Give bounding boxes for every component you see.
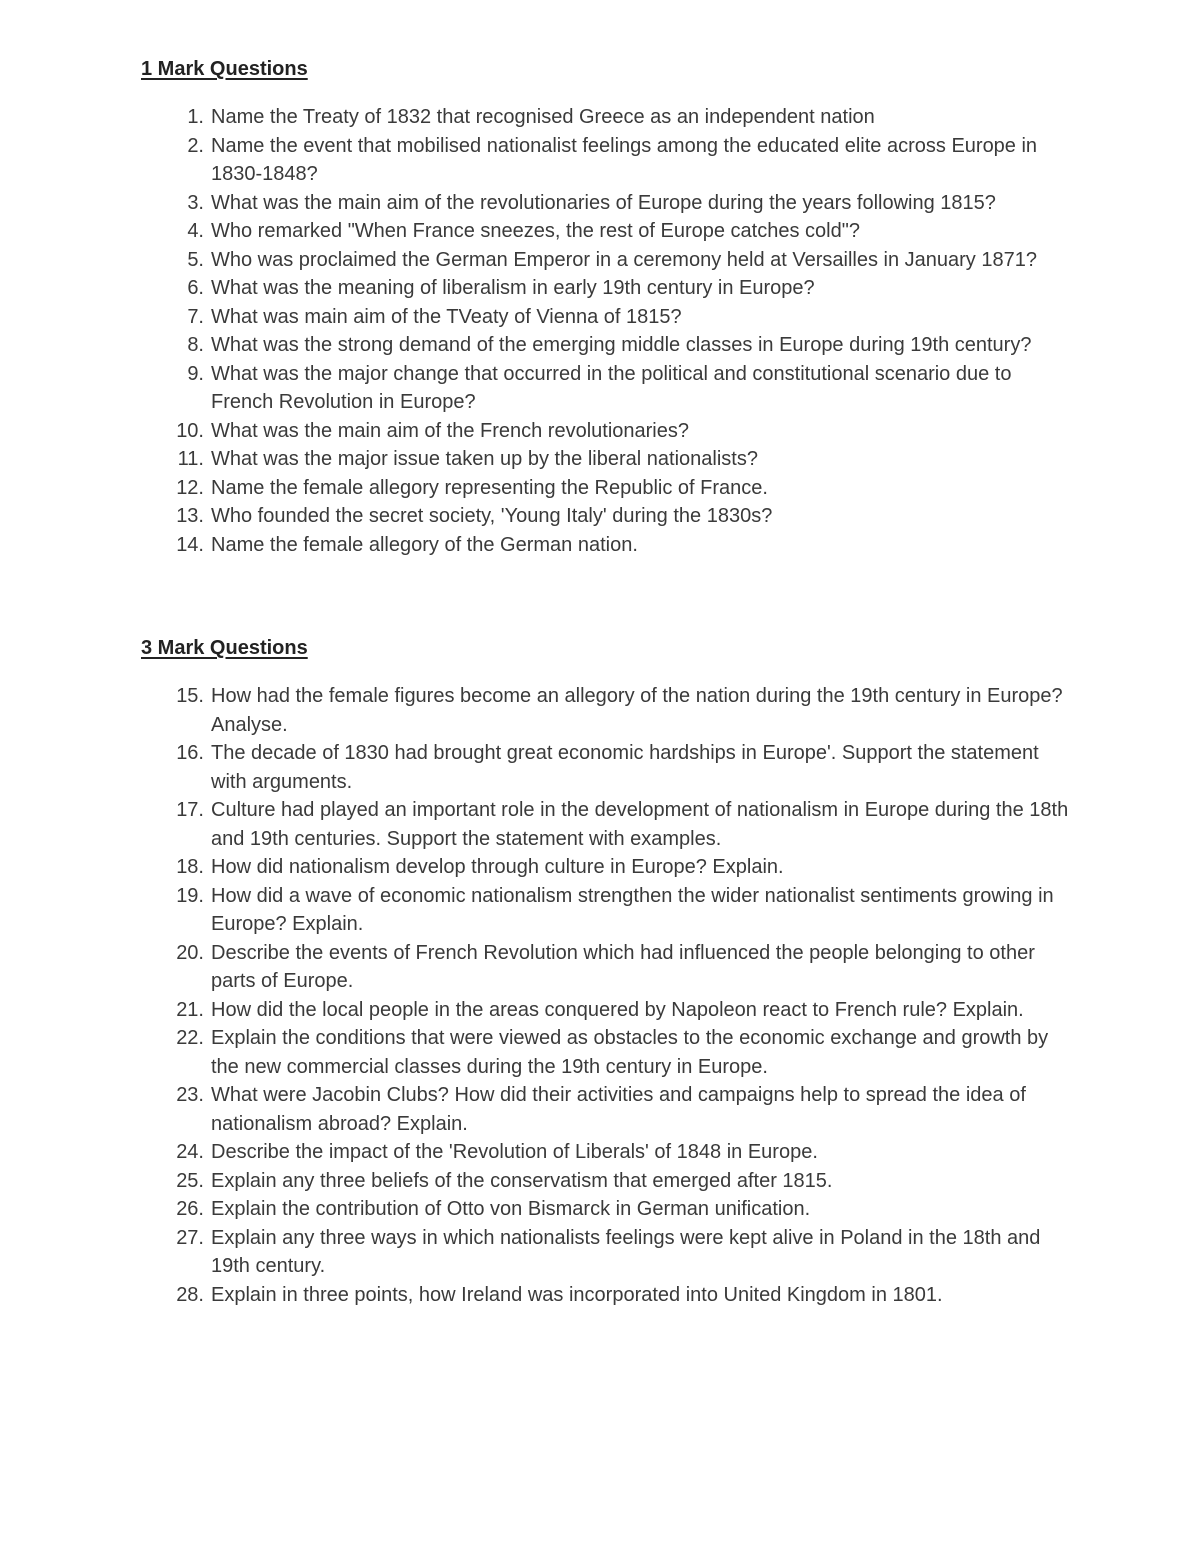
question-item	[0, 417, 1200, 446]
question-number: 13.	[176, 505, 204, 527]
question-item	[0, 882, 1200, 939]
question-number: 18.	[176, 856, 204, 878]
question-text: How did nationalism develop through culture in Europe? Explain.	[211, 856, 784, 878]
question-number: 11.	[177, 448, 204, 470]
question-text: Culture had played an important role in the development of nationalism in Europe during the 18th and 19th centuries. Support the statement with examples.	[211, 799, 1069, 850]
question-item	[0, 445, 1200, 474]
question-item	[0, 303, 1200, 332]
question-item	[0, 132, 1200, 189]
question-number: 3.	[187, 191, 204, 214]
question-item	[0, 189, 1200, 218]
question-item	[0, 1224, 1200, 1281]
question-text: What was the main aim of the French revolutionaries?	[211, 419, 689, 442]
question-text: Name the female allegory of the German nation.	[211, 533, 638, 556]
question-item	[0, 1195, 1200, 1224]
question-item	[0, 217, 1200, 246]
question-number: 16.	[176, 742, 204, 764]
question-text: How had the female figures become an allegory of the nation during the 19th century in Europe? Analyse.	[211, 685, 1063, 736]
question-number: 24.	[176, 1141, 204, 1163]
question-number: 23.	[176, 1084, 204, 1106]
question-text: What was the major change that occurred in the political and constitutional scenario due to French Revolution in Europe?	[211, 362, 1012, 413]
question-list-3-mark	[0, 682, 1200, 1309]
question-number: 5.	[187, 248, 204, 271]
question-item	[0, 796, 1200, 853]
question-number: 14.	[176, 533, 204, 556]
question-item	[0, 531, 1200, 560]
question-item	[0, 103, 1200, 132]
question-item	[0, 996, 1200, 1025]
question-number: 28.	[176, 1283, 204, 1306]
question-text: What was main aim of the TVeaty of Vienna of 1815?	[211, 305, 682, 328]
question-text: Name the event that mobilised nationalist feelings among the educated elite across Europe in 1830-1848?	[211, 134, 1038, 185]
question-text: Explain any three ways in which nationalists feelings were kept alive in Poland in the 18th and 19th century.	[211, 1226, 1041, 1277]
question-item	[0, 1138, 1200, 1167]
question-text: Explain any three beliefs of the conservatism that emerged after 1815.	[211, 1169, 833, 1192]
question-item	[0, 1167, 1200, 1196]
question-text: Name the Treaty of 1832 that recognised Greece as an independent nation	[211, 106, 875, 128]
question-number: 25.	[176, 1169, 204, 1192]
question-number: 6.	[187, 277, 204, 299]
question-text: Describe the events of French Revolution which had influenced the people belonging to other parts of Europe.	[211, 941, 1035, 992]
question-number: 20.	[176, 941, 204, 964]
question-number: 2.	[187, 134, 204, 157]
question-item	[0, 331, 1200, 360]
question-text: How did the local people in the areas conquered by Napoleon react to French rule? Explain.	[211, 998, 1024, 1021]
question-item	[0, 1281, 1200, 1310]
question-text: Who was proclaimed the German Emperor in a ceremony held at Versailles in January 1871?	[211, 248, 1037, 271]
question-item	[0, 360, 1200, 417]
question-text: The decade of 1830 had brought great economic hardships in Europe'. Support the statement with arguments.	[211, 742, 1039, 793]
question-text: What was the strong demand of the emerging middle classes in Europe during 19th century?	[211, 334, 1032, 356]
question-item	[0, 246, 1200, 275]
question-item	[0, 274, 1200, 303]
question-number: 21.	[176, 998, 204, 1021]
question-text: How did a wave of economic nationalism strengthen the wider nationalist sentiments growing in Europe? Explain.	[211, 884, 1054, 935]
question-item	[0, 682, 1200, 739]
question-number: 17.	[176, 799, 204, 821]
question-text: What were Jacobin Clubs? How did their activities and campaigns help to spread the idea of nationalism abroad? Explain.	[211, 1084, 1026, 1135]
question-list-1-mark	[0, 103, 1200, 559]
question-number: 15.	[176, 685, 204, 707]
question-text: What was the major issue taken up by the liberal nationalists?	[211, 448, 758, 470]
question-number: 9.	[187, 362, 204, 385]
question-text: What was the meaning of liberalism in early 19th century in Europe?	[211, 277, 815, 299]
question-text: Who remarked "When France sneezes, the rest of Europe catches cold"?	[211, 220, 860, 242]
question-number: 19.	[176, 884, 204, 907]
question-number: 22.	[176, 1027, 204, 1049]
question-number: 10.	[176, 419, 204, 442]
question-text: Explain in three points, how Ireland was incorporated into United Kingdom in 1801.	[211, 1283, 943, 1306]
section-heading-3-mark: 3 Mark Questions	[141, 637, 308, 659]
question-item	[0, 474, 1200, 503]
question-item	[0, 1024, 1200, 1081]
question-item	[0, 939, 1200, 996]
question-number: 27.	[176, 1226, 204, 1249]
question-item	[0, 1081, 1200, 1138]
question-text: Who founded the secret society, 'Young Italy' during the 1830s?	[211, 505, 773, 527]
question-number: 4.	[187, 220, 204, 242]
question-text: Explain the conditions that were viewed as obstacles to the economic exchange and growth by the new commercial classes during the 19th century in Europe.	[211, 1027, 1049, 1078]
question-text: Describe the impact of the 'Revolution of Liberals' of 1848 in Europe.	[211, 1141, 818, 1163]
question-item	[0, 739, 1200, 796]
section-heading-1-mark: 1 Mark Questions	[141, 58, 308, 80]
question-number: 7.	[187, 305, 204, 328]
question-number: 8.	[187, 334, 204, 356]
question-number: 1.	[187, 106, 204, 128]
question-item	[0, 502, 1200, 531]
question-text: Explain the contribution of Otto von Bismarck in German unification.	[211, 1198, 811, 1220]
question-number: 12.	[176, 476, 204, 499]
question-text: Name the female allegory representing the Republic of France.	[211, 476, 768, 499]
question-number: 26.	[176, 1198, 204, 1220]
question-text: What was the main aim of the revolutionaries of Europe during the years following 1815?	[211, 191, 996, 214]
question-item	[0, 853, 1200, 882]
